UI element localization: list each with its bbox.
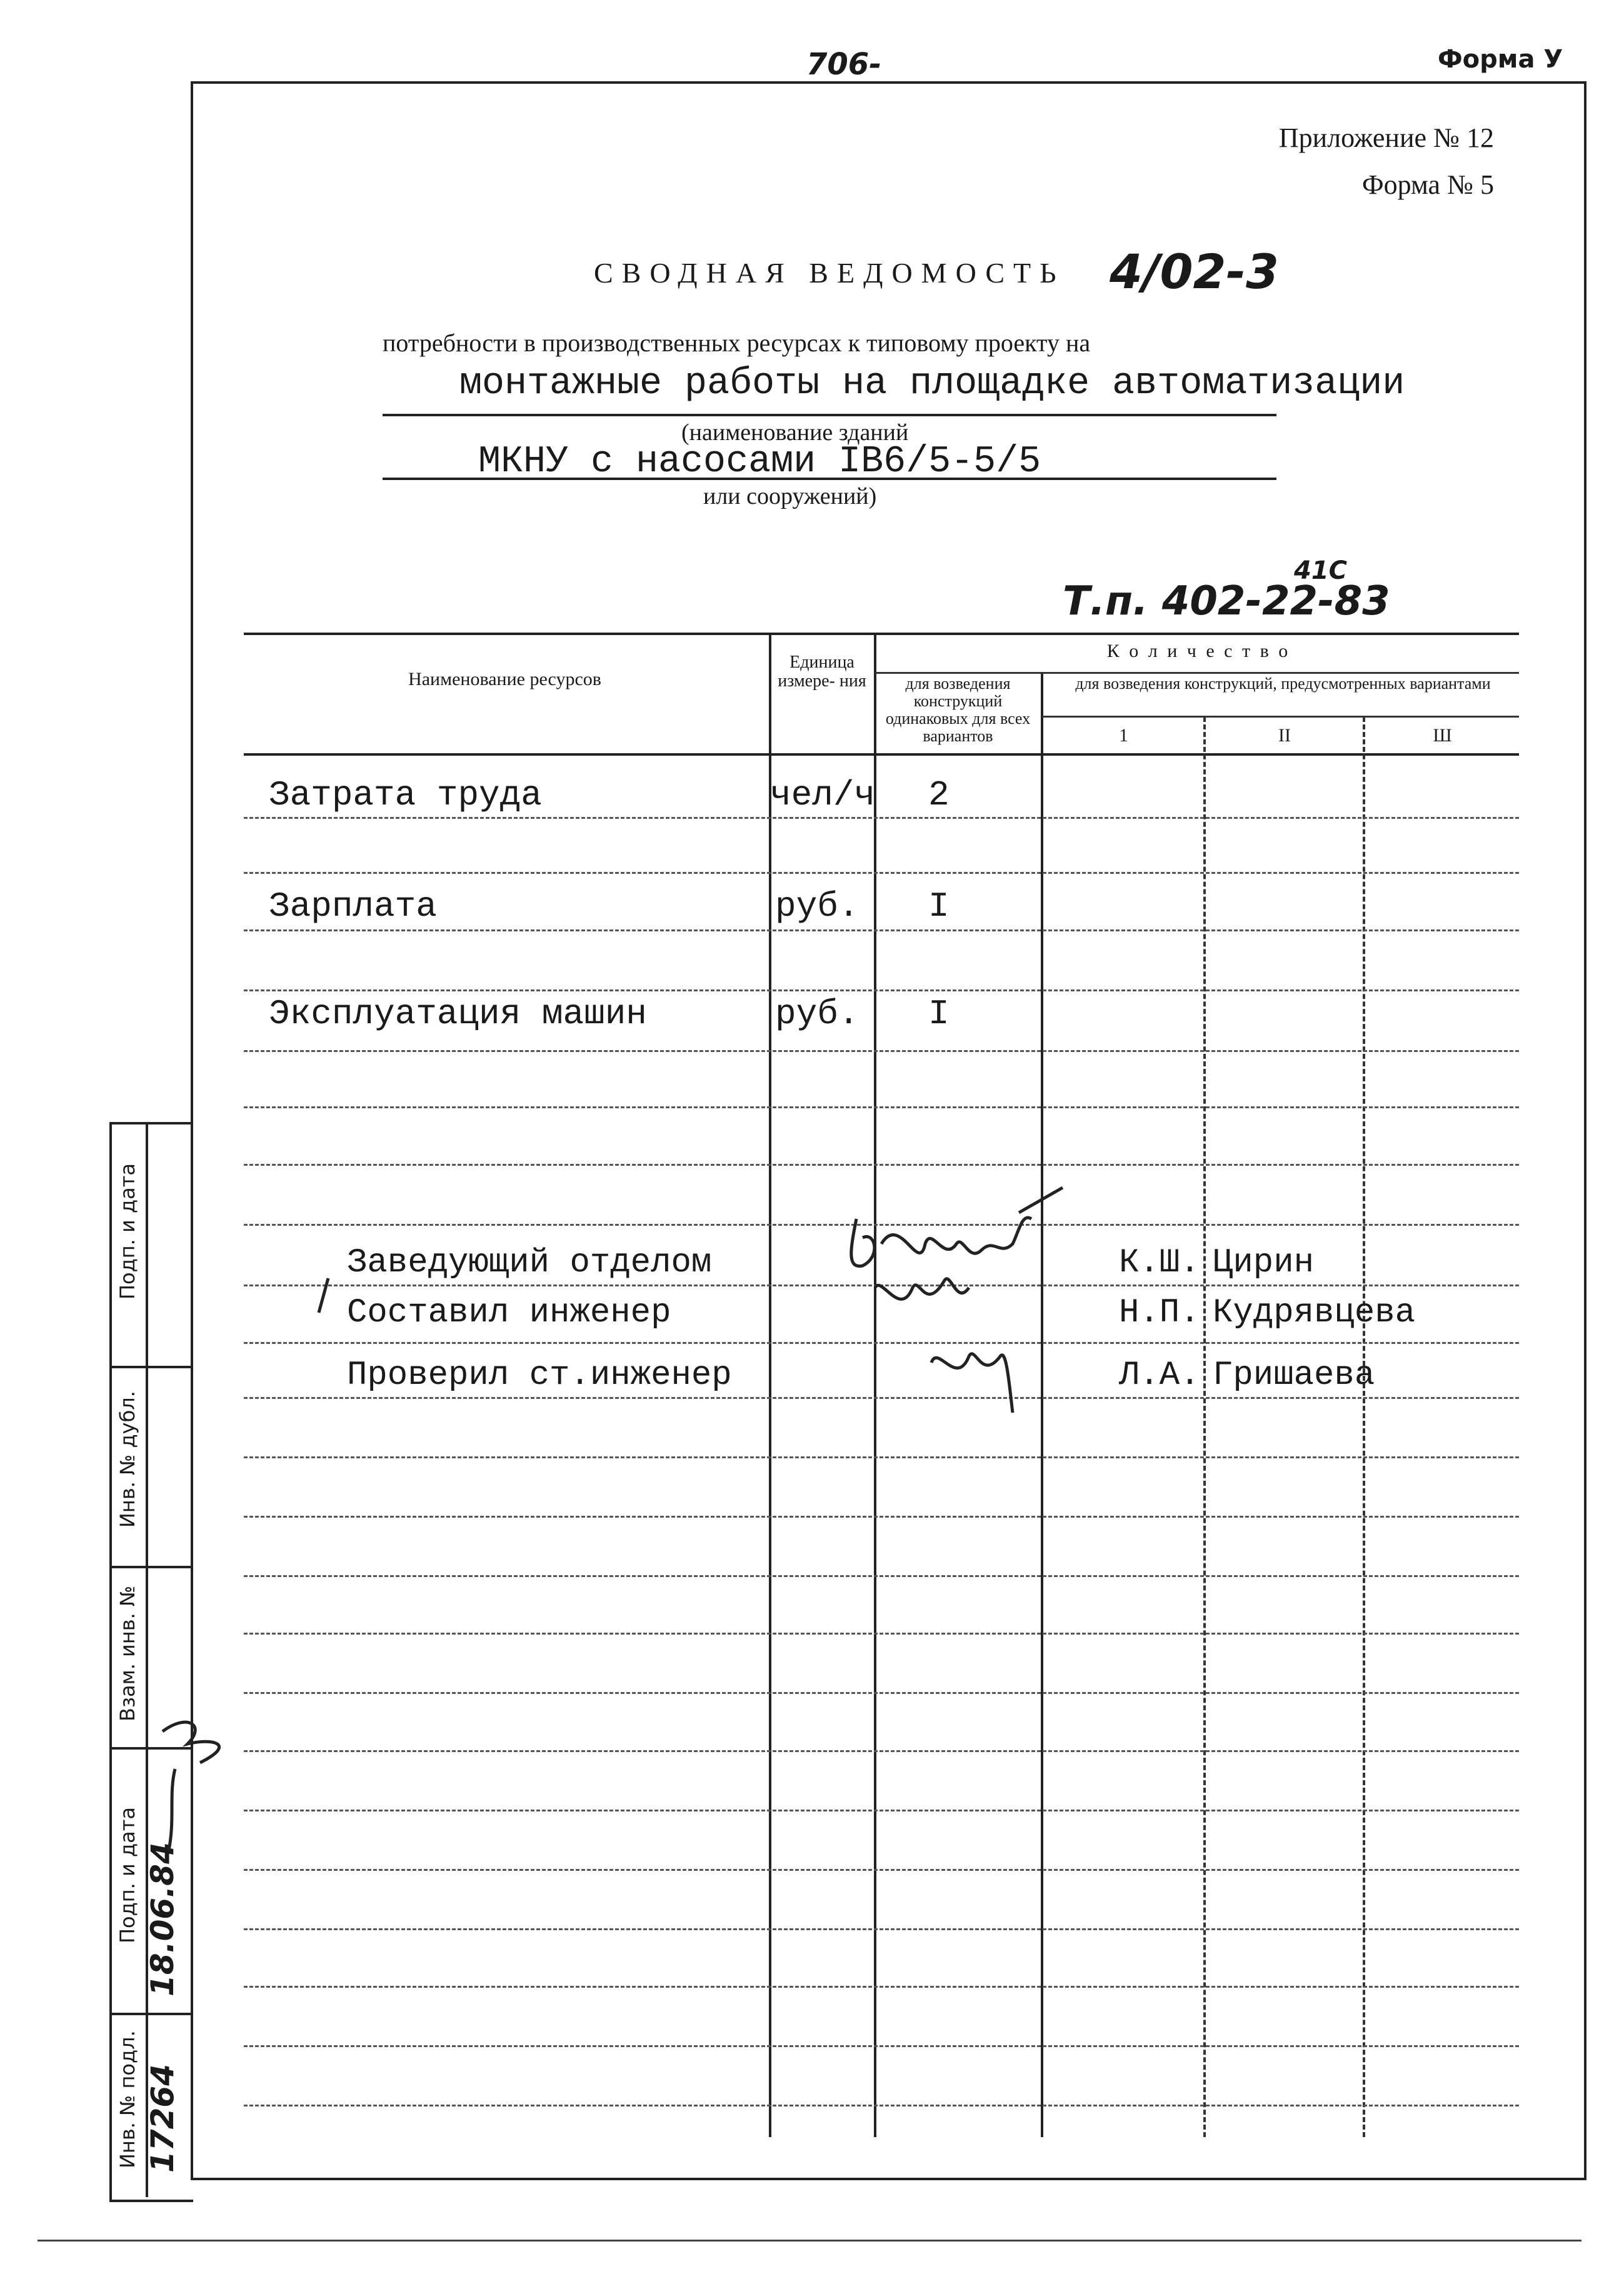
signature-role-head: Заведующий отделом <box>347 1244 712 1282</box>
stamp-label-signature-date-bottom: Подп. и дата <box>116 1807 139 1943</box>
rule-line <box>244 989 1519 991</box>
header-variant-constructions: для возведения конструкций, предусмотренных вариантами <box>1075 674 1491 693</box>
form-label: Форма У <box>1438 45 1563 74</box>
project-underline-1 <box>383 414 1276 416</box>
project-name-line1: монтажные работы на площадке автоматизации <box>459 363 1405 405</box>
stamp-label-inv-podl: Инв. № подл. <box>116 2030 139 2168</box>
project-underline-2 <box>383 478 1276 480</box>
rule-line <box>244 1692 1519 1694</box>
side-stamp-sep-2 <box>109 1566 191 1568</box>
stamp-label-inv-dubl: Инв. № дубл. <box>116 1391 139 1528</box>
row-3-name: Эксплуатация машин <box>269 994 647 1034</box>
signature-initials-checker: Л.А. <box>1119 1356 1200 1395</box>
stamp-label-vzam-inv: Взам. инв. № <box>116 1585 139 1721</box>
side-stamp-sep-1 <box>109 1366 191 1368</box>
rule-line <box>244 1164 1519 1166</box>
row-2-unit: руб. <box>775 886 860 926</box>
variant-label-1: 1 <box>1119 725 1128 746</box>
header-quantity-underline <box>875 672 1519 674</box>
form-number: Форма № 5 <box>1361 169 1494 200</box>
rule-line <box>244 2045 1519 2047</box>
document-subtitle: потребности в производственных ресурсах к типовому проекту на <box>383 329 1091 357</box>
rule-line <box>244 1986 1519 1988</box>
rule-line <box>244 1516 1519 1518</box>
row-3-unit: руб. <box>775 994 860 1034</box>
row-2-name: Зарплата <box>269 886 437 926</box>
rule-line <box>244 929 1519 931</box>
signature-surname-author: Кудрявцева <box>1213 1294 1416 1332</box>
stamp-label-signature-date-top: Подп. и дата <box>116 1163 139 1300</box>
document-title: СВОДНАЯ ВЕДОМОСТЬ <box>594 257 1065 289</box>
header-unit: Единица измере- ния <box>778 653 866 691</box>
side-stamp-sep-4 <box>109 2013 191 2015</box>
stamp-handwritten-inv-number: 17264 <box>144 2064 181 2173</box>
appendix-label: Приложение № 12 <box>1278 123 1494 153</box>
rule-line <box>244 2105 1519 2106</box>
variant-label-3: Ш <box>1433 725 1452 746</box>
rule-line <box>244 817 1519 819</box>
rule-line <box>244 1750 1519 1752</box>
rule-line <box>244 1928 1519 1930</box>
signature-initials-head: К.Ш. <box>1119 1244 1200 1282</box>
row-1-unit: чел/ч <box>770 775 876 815</box>
side-stamp-divider <box>146 1122 148 2197</box>
row-2-value: I <box>928 886 950 926</box>
signature-surname-checker: Гришаева <box>1213 1356 1375 1395</box>
caption-building-name: (наименование зданий <box>681 419 909 446</box>
rule-line <box>244 1050 1519 1052</box>
header-quantity: К о л и ч е с т в о <box>1106 641 1291 661</box>
rule-line <box>244 872 1519 874</box>
header-same-constructions: для возведения конструкций одинаковых для всех вариантов <box>885 674 1031 745</box>
rule-line <box>244 1575 1519 1577</box>
handwritten-signatures <box>300 1175 1150 1463</box>
project-name-line2: МКНУ с насосами IВ6/5-5/5 <box>478 441 1041 483</box>
handwritten-top-mark: 706- <box>806 47 882 82</box>
table-top-border <box>244 633 1519 635</box>
signature-role-author: Составил инженер <box>347 1294 671 1332</box>
tp-number-handwritten: Т.п. 402-22-83 <box>1063 578 1390 624</box>
rule-line <box>244 1106 1519 1108</box>
signature-role-checker: Проверил ст.инженер <box>347 1356 732 1395</box>
caption-structure: или сооружений) <box>703 483 877 509</box>
row-1-name: Затрата труда <box>269 775 542 815</box>
rule-line <box>244 1633 1519 1635</box>
tp-superscript-handwritten: 41С <box>1294 556 1348 585</box>
signature-initials-author: Н.П. <box>1119 1294 1200 1332</box>
row-3-value: I <box>928 994 950 1034</box>
outer-bottom-line <box>38 2240 1581 2241</box>
table-header-bottom <box>244 753 1519 756</box>
header-variants-underline <box>1042 716 1519 718</box>
stamp-handwritten-scribble <box>150 1706 256 1863</box>
rule-line <box>244 1869 1519 1871</box>
row-1-value: 2 <box>928 775 950 815</box>
rule-line <box>244 1810 1519 1811</box>
variant-label-2: II <box>1278 725 1291 746</box>
header-resource-name: Наименование ресурсов <box>408 669 601 689</box>
title-handwritten-code: 4/02-3 <box>1110 244 1279 299</box>
stamp-handwritten-date: 18.06.84 <box>144 1842 181 1996</box>
signature-surname-head: Цирин <box>1213 1244 1315 1282</box>
